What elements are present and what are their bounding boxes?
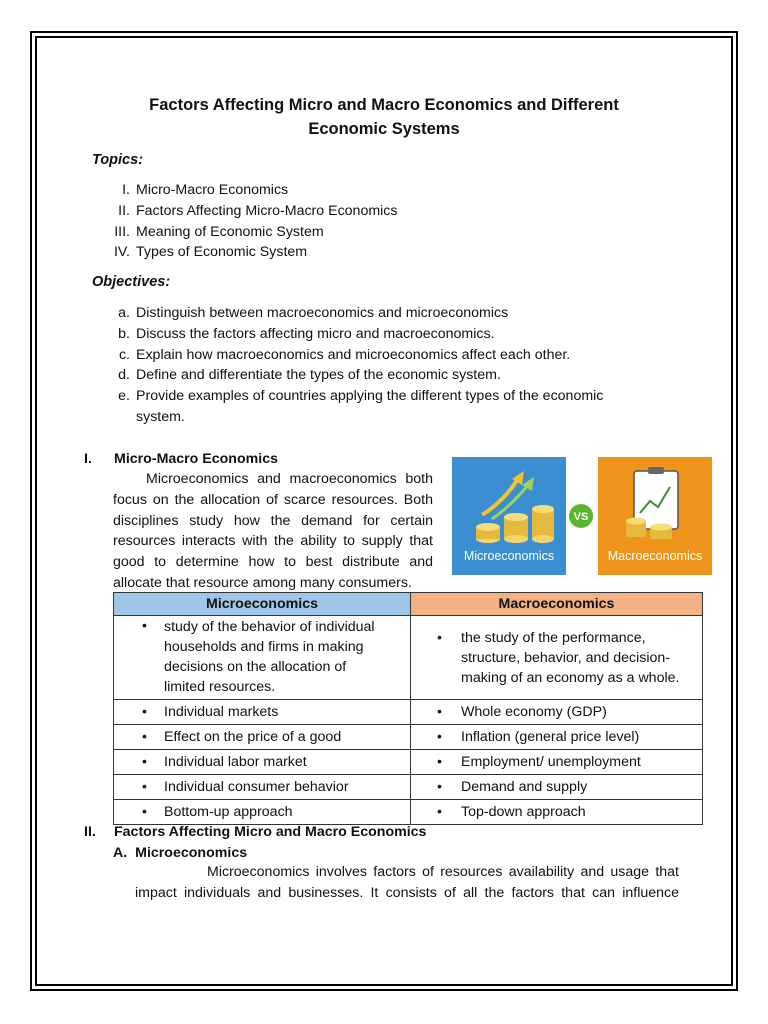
objective-marker: b.	[118, 325, 130, 342]
macro-cell-content	[411, 702, 702, 722]
macro-cell	[411, 750, 703, 775]
topic-marker: II.	[118, 202, 130, 219]
macro-cell-content	[411, 777, 702, 797]
topics-list	[113, 180, 398, 263]
coin-top-3	[532, 505, 554, 513]
section-2-number: II.	[84, 824, 96, 840]
coin-bottom-3	[532, 535, 554, 543]
document-title	[60, 93, 708, 141]
bullet: •	[142, 618, 147, 634]
paragraph-line: allocate that resource among many consumers.	[113, 574, 412, 591]
coin-bottom-2	[504, 535, 528, 543]
cell-text: Individual consumer behavior	[164, 779, 349, 795]
bullet: •	[142, 704, 147, 720]
macro-cell	[411, 775, 703, 800]
objective-marker: e.	[118, 388, 130, 405]
cell-text: Whole economy (GDP)	[461, 704, 607, 720]
topic-item	[114, 222, 398, 243]
cell-line: limited resources.	[164, 679, 276, 695]
topic-text: Types of Economic System	[136, 244, 308, 261]
macro-cell-content	[411, 727, 702, 747]
cell-text: Individual labor market	[164, 754, 307, 770]
cell-line: households and firms in making	[164, 639, 364, 655]
macro-label: Macroeconomics	[607, 549, 703, 563]
macro-coin-top-2	[650, 524, 672, 531]
comparison-table	[113, 592, 703, 825]
objective-text: Explain how macroeconomics and microeconomics affect each other.	[136, 346, 571, 363]
bullet: •	[142, 729, 147, 745]
bullet: •	[437, 704, 442, 720]
topic-item	[113, 242, 398, 263]
topic-text: Micro-Macro Economics	[136, 182, 289, 198]
table-row	[114, 700, 703, 725]
table-row	[114, 800, 703, 825]
section-2-paragraph	[135, 862, 679, 903]
micro-cell	[114, 616, 411, 700]
header-micro: Microeconomics	[114, 593, 411, 616]
table-row	[114, 750, 703, 775]
cell-text: Top-down approach	[461, 804, 586, 820]
micro-vs-macro-illustration	[452, 457, 712, 575]
cell-line: making of an economy as a whole.	[461, 669, 680, 686]
objective-item	[118, 365, 603, 386]
coin-top-2	[504, 513, 528, 521]
bullet: •	[437, 754, 442, 770]
paragraph-line-text: Microeconomics involves factors of resources availability and usage that	[207, 864, 679, 880]
macro-cell-content	[411, 802, 702, 822]
paragraph-line: focus on the allocation of scarce resources. Both	[113, 491, 433, 508]
objective-text: Discuss the factors affecting micro and macroeconomics.	[136, 325, 495, 342]
paragraph-line: good to determine how to best distribute and	[113, 554, 433, 571]
bullet: •	[142, 804, 147, 820]
objective-item	[118, 345, 603, 366]
micro-label: Microeconomics	[463, 549, 555, 563]
objective-marker: c.	[118, 346, 130, 363]
objective-marker: d.	[118, 367, 130, 384]
paragraph-line: impact individuals and businesses. It consists of all the factors that can influence	[135, 884, 679, 901]
objective-item	[118, 324, 603, 345]
topic-item	[118, 201, 398, 222]
title-line-2: Economic Systems	[308, 120, 460, 138]
title-line-1: Factors Affecting Micro and Macro Economics and Different	[149, 96, 619, 114]
topic-marker: III.	[114, 223, 130, 240]
macro-cell-content	[411, 628, 702, 688]
cell-text: Individual markets	[164, 704, 279, 720]
micro-cell	[114, 775, 411, 800]
macro-cell	[411, 725, 703, 750]
cell-text: Demand and supply	[461, 779, 588, 795]
coin-stack-body-3	[532, 509, 554, 539]
topic-text: Factors Affecting Micro-Macro Economics	[136, 202, 398, 219]
micro-cell-content	[114, 727, 410, 747]
macro-cell-content	[411, 752, 702, 772]
objective-item	[118, 386, 604, 407]
cell-text: Effect on the price of a good	[164, 729, 342, 745]
subsection-a-heading	[113, 843, 373, 863]
objective-text-continued: system.	[136, 408, 185, 425]
topics-heading: Topics:	[92, 152, 144, 168]
bullet: •	[437, 729, 442, 745]
micro-cell	[114, 750, 411, 775]
objective-item	[118, 303, 603, 324]
topic-marker: IV.	[113, 244, 130, 261]
paragraph-line: disciplines study how the demand for certain	[113, 512, 433, 529]
section-1-number: I.	[84, 451, 92, 467]
header-macro: Macroeconomics	[411, 593, 703, 616]
micro-cell	[114, 700, 411, 725]
objectives-heading: Objectives:	[92, 274, 171, 290]
cell-line: the study of the performance,	[461, 629, 646, 646]
table-header-row	[114, 593, 703, 616]
coin-top	[476, 523, 500, 531]
micro-cell	[114, 800, 411, 825]
cell-line: structure, behavior, and decision-	[461, 649, 670, 666]
bullet: •	[142, 754, 147, 770]
macro-cell	[411, 800, 703, 825]
paragraph-line: resources interacts with the ability to supply that	[113, 533, 433, 550]
objective-text: Distinguish between macroeconomics and microeconomics	[136, 305, 509, 321]
objective-text: Provide examples of countries applying the different types of the economic	[136, 388, 604, 405]
bullet: •	[437, 779, 442, 795]
subsection-marker: A.	[113, 845, 128, 861]
subsection-title: Microeconomics	[135, 845, 248, 861]
micro-cell-content	[114, 802, 410, 822]
topic-item	[122, 180, 398, 201]
paragraph-line: Microeconomics and macroeconomics both	[146, 471, 433, 487]
micro-cell-content	[114, 702, 410, 722]
macro-coin-top	[626, 518, 646, 525]
micro-cell	[114, 725, 411, 750]
objectives-list	[118, 303, 604, 428]
micro-cell-content	[114, 777, 410, 797]
table-row	[114, 775, 703, 800]
paragraph-line	[135, 862, 679, 883]
table-row	[114, 616, 703, 700]
objective-text: Define and differentiate the types of the economic system.	[136, 367, 501, 384]
macro-cell	[411, 700, 703, 725]
bullet: •	[142, 779, 147, 795]
section-1-heading	[84, 449, 344, 469]
objective-item-continued	[136, 407, 603, 428]
macro-cell	[411, 616, 703, 700]
section-1-title: Micro-Macro Economics	[114, 451, 278, 467]
vs-label: VS	[573, 511, 589, 523]
cell-text: Employment/ unemployment	[461, 754, 641, 770]
micro-cell-content	[114, 616, 410, 699]
objective-marker: a.	[118, 305, 130, 321]
illustration-graphic	[452, 457, 712, 575]
cell-line: study of the behavior of individual	[164, 619, 375, 635]
table-row	[114, 725, 703, 750]
clipboard-clip-icon	[648, 467, 664, 474]
bullet: •	[437, 629, 442, 646]
bullet: •	[437, 804, 442, 820]
topic-marker: I.	[122, 182, 130, 198]
topic-text: Meaning of Economic System	[136, 223, 324, 240]
micro-cell-content	[114, 752, 410, 772]
cell-text: Bottom-up approach	[164, 804, 293, 820]
section-1-paragraph	[113, 469, 433, 594]
section-2-heading	[84, 822, 504, 842]
cell-line: decisions on the allocation of	[164, 659, 347, 675]
cell-text: Inflation (general price level)	[461, 729, 640, 745]
section-2-title: Factors Affecting Micro and Macro Economics	[114, 824, 427, 840]
